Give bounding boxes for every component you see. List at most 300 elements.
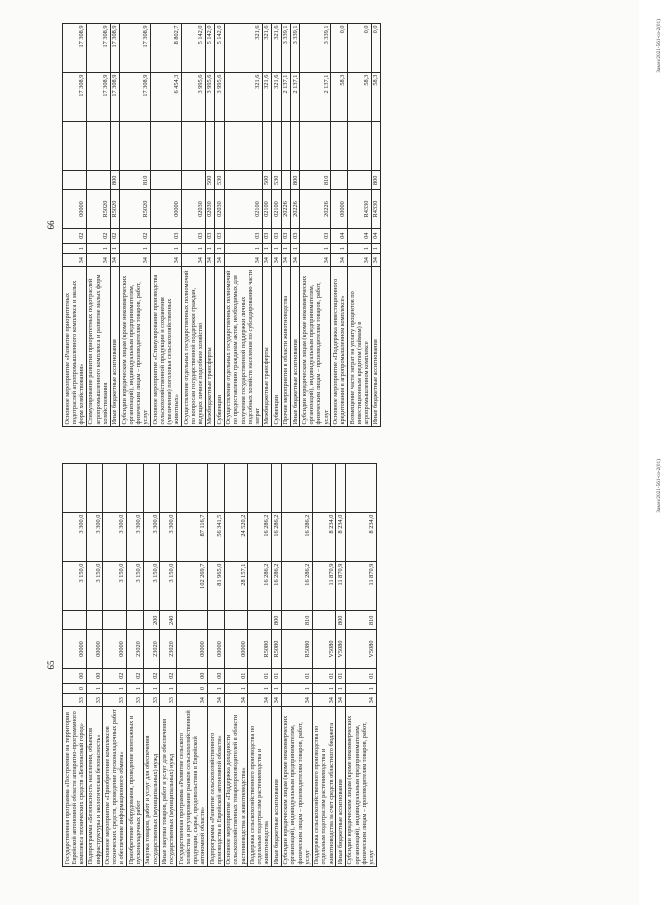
amount-col-3: 5 142,0 [181, 24, 205, 73]
code-measure: 03 [272, 228, 281, 243]
amount-col-1: 16 286,2 [281, 562, 312, 611]
amount-col-3 [272, 464, 281, 513]
code-direction: 20226 [290, 190, 299, 228]
amount-col-2: 16 286,2 [281, 513, 312, 562]
amount-col-3 [176, 464, 207, 513]
document-stamp: Закон/2021-561-оз-2(01) [657, 19, 662, 73]
code-subprogram: 1 [207, 683, 224, 694]
amount-col-3: 3 339,1 [300, 24, 331, 73]
code-direction: R4330 [347, 190, 371, 228]
code-measure: 04 [347, 228, 371, 243]
code-direction: 02100 [262, 190, 271, 228]
code-measure: 00 [86, 668, 103, 683]
code-subprogram: 1 [290, 243, 299, 254]
amount-col-2: 2 137,1 [290, 73, 299, 122]
code-measure: 03 [281, 228, 290, 243]
row-name: Иные бюджетные ассигнования [336, 707, 345, 867]
row-name: Возмещение части затрат на уплату процентов по инвестиционным кредитам (займам) в агропромышленном комплексе [347, 267, 371, 427]
row-name: Основное мероприятие «Поддержка доходности сельскохозяйственных товаропроизводителей в области растениеводства и животноводства» [224, 707, 248, 867]
amount-col-3 [281, 464, 312, 513]
code-subprogram: 1 [336, 683, 345, 694]
row-name: Субвенции [272, 267, 281, 427]
amount-col-3: 321,6 [272, 24, 281, 73]
amount-col-3: 17 308,9 [63, 24, 87, 73]
code-direction: R5080 [281, 630, 312, 668]
amount-col-3: 3 339,1 [281, 24, 290, 73]
code-subprogram: 1 [331, 243, 348, 254]
code-measure: 04 [331, 228, 348, 243]
code-program: 33 [103, 694, 127, 707]
row-name: Иные бюджетные ассигнования [110, 267, 119, 427]
amount-col-3: 17 308,9 [86, 24, 110, 73]
code-expense-type [63, 611, 87, 630]
amount-col-3 [127, 464, 144, 513]
code-program: 34 [181, 254, 205, 267]
table-row [336, 464, 345, 867]
code-measure: 02 [127, 668, 144, 683]
table-row [181, 24, 205, 427]
code-subprogram: 1 [86, 243, 110, 254]
code-expense-type [150, 171, 181, 190]
amount-col-2: 3 300,0 [127, 513, 144, 562]
code-expense-type [86, 611, 103, 630]
code-expense-type: 800 [110, 171, 119, 190]
amount-col-1: 102 269,7 [176, 562, 207, 611]
code-measure: 01 [345, 668, 376, 683]
code-program: 34 [224, 694, 248, 707]
code-expense-type: 810 [345, 611, 376, 630]
table-row [262, 24, 271, 427]
code-measure: 01 [248, 668, 272, 683]
amount-col-1 [331, 122, 348, 171]
amount-col-2: 321,6 [272, 73, 281, 122]
amount-col-3 [207, 464, 224, 513]
row-name: Субсидии юридическим лицам (кроме некоммерческих организаций), индивидуальным предпринимателям, физическим лицам – производителям товаров, работ, услуг [119, 267, 150, 427]
code-program: 34 [150, 254, 181, 267]
table-row [143, 464, 160, 867]
code-expense-type [312, 611, 336, 630]
code-subprogram: 1 [160, 683, 177, 694]
code-direction: R4330 [371, 190, 380, 228]
amount-col-2: 87 116,7 [176, 513, 207, 562]
amount-col-3: 321,6 [262, 24, 271, 73]
row-name: Закупка товаров, работ и услуг для обеспечения государственных (муниципальных) нужд [143, 707, 160, 867]
code-expense-type [176, 611, 207, 630]
code-measure: 03 [300, 228, 331, 243]
code-measure: 00 [176, 668, 207, 683]
budget-table [62, 463, 377, 867]
code-direction: V5080 [345, 630, 376, 668]
amount-col-1: 16 286,2 [272, 562, 281, 611]
table-row [300, 24, 331, 427]
code-program: 34 [272, 694, 281, 707]
code-program: 34 [63, 254, 87, 267]
amount-col-3: 8 802,7 [150, 24, 181, 73]
row-name: Поддержка сельскохозяйственного производства по отдельным подотраслям растениеводства и животноводства за счет средств областного бюджета [312, 707, 336, 867]
amount-col-2: 3 300,0 [103, 513, 127, 562]
row-name: Основное мероприятие «Развитие приоритетных подотраслей агропромышленного комплекса и малых форм хозяйствования» [63, 267, 87, 427]
code-program: 34 [176, 694, 207, 707]
amount-col-3 [248, 464, 272, 513]
code-direction: 00000 [150, 190, 181, 228]
amount-col-2: 56 341,5 [207, 513, 224, 562]
code-expense-type: 800 [371, 171, 380, 190]
code-measure: 02 [63, 228, 87, 243]
code-program: 34 [86, 254, 110, 267]
code-measure: 02 [119, 228, 150, 243]
table-row [207, 464, 224, 867]
table-row [103, 464, 127, 867]
amount-col-1: 3 150,0 [103, 562, 127, 611]
table-row [371, 24, 380, 427]
amount-col-1: 3 150,0 [63, 562, 87, 611]
amount-col-2: 2 137,1 [300, 73, 331, 122]
code-expense-type [224, 171, 262, 190]
code-program: 34 [224, 254, 262, 267]
code-program: 34 [110, 254, 119, 267]
code-expense-type [281, 171, 290, 190]
document-stamp: Закон/2021-561-оз-2(01) [657, 459, 662, 513]
code-expense-type: 800 [272, 611, 281, 630]
code-measure: 00 [207, 668, 224, 683]
amount-col-2: 16 286,2 [272, 513, 281, 562]
code-subprogram: 1 [205, 243, 214, 254]
code-program: 34 [119, 254, 150, 267]
code-direction: 02030 [215, 190, 224, 228]
amount-col-1: 11 870,9 [312, 562, 336, 611]
code-direction: 00000 [63, 630, 87, 668]
code-measure: 01 [336, 668, 345, 683]
row-name: Основное мероприятие «Стимулирование производства сельскохозяйственной продукции и сохранения (увеличения) поголовья сельскохозяйственных животных» [150, 267, 181, 427]
amount-col-2: 2 137,1 [281, 73, 290, 122]
row-name: Подпрограмма «Развитие сельскохозяйственного производства в Еврейской автономной области» [207, 707, 224, 867]
amount-col-3 [143, 464, 160, 513]
code-expense-type [127, 611, 144, 630]
code-measure: 03 [215, 228, 224, 243]
page-66 [40, 15, 662, 435]
amount-col-1 [347, 122, 371, 171]
table-row [248, 464, 272, 867]
code-subprogram: 1 [347, 243, 371, 254]
amount-col-2: 3 995,6 [215, 73, 224, 122]
code-subprogram: 1 [224, 683, 248, 694]
code-expense-type [331, 171, 348, 190]
table-row [63, 464, 87, 867]
amount-col-1 [272, 122, 281, 171]
code-expense-type: 800 [336, 611, 345, 630]
table-row [345, 464, 376, 867]
code-subprogram: 1 [86, 683, 103, 694]
amount-col-1: 3 150,0 [160, 562, 177, 611]
code-measure: 04 [371, 228, 380, 243]
code-direction: 23020 [143, 630, 160, 668]
code-measure: 01 [281, 668, 312, 683]
table-row [176, 464, 207, 867]
amount-col-2: 321,6 [224, 73, 262, 122]
code-subprogram: 1 [127, 683, 144, 694]
amount-col-3: 17 308,9 [110, 24, 119, 73]
code-subprogram: 0 [63, 683, 87, 694]
code-program: 34 [300, 254, 331, 267]
code-direction: 00000 [224, 630, 248, 668]
amount-col-1: 3 150,0 [86, 562, 103, 611]
amount-col-2: 8 234,0 [345, 513, 376, 562]
table-row [224, 464, 248, 867]
code-program: 34 [262, 254, 271, 267]
code-program: 34 [371, 254, 380, 267]
code-direction: 02030 [181, 190, 205, 228]
code-direction: R5020 [86, 190, 110, 228]
code-expense-type: 530 [272, 171, 281, 190]
amount-col-2: 58,3 [371, 73, 380, 122]
row-name: Субсидии юридическим лицам (кроме некоммерческих организаций), индивидуальным предпринимателям, физическим лицам – производителям товаров, работ, услуг [345, 707, 376, 867]
code-program: 33 [86, 694, 103, 707]
table-row [127, 464, 144, 867]
amount-col-3 [336, 464, 345, 513]
amount-col-1 [290, 122, 299, 171]
amount-col-3 [86, 464, 103, 513]
code-program: 34 [312, 694, 336, 707]
code-program: 34 [281, 694, 312, 707]
code-direction: R5020 [110, 190, 119, 228]
code-direction: 00000 [103, 630, 127, 668]
amount-col-1: 16 286,2 [248, 562, 272, 611]
amount-col-3: 321,6 [224, 24, 262, 73]
code-measure: 02 [103, 668, 127, 683]
amount-col-2: 16 286,2 [248, 513, 272, 562]
row-name: Субсидии юридическим лицам (кроме некоммерческих организаций), индивидуальным предпринимателям, физическим лицам – производителям товаров, работ, услуг [300, 267, 331, 427]
amount-col-2: 17 308,9 [119, 73, 150, 122]
amount-col-2: 3 300,0 [143, 513, 160, 562]
code-direction: 23020 [160, 630, 177, 668]
code-program: 34 [345, 694, 376, 707]
code-measure: 03 [262, 228, 271, 243]
code-expense-type [86, 171, 110, 190]
amount-col-1 [86, 122, 110, 171]
amount-col-2: 3 995,6 [181, 73, 205, 122]
code-expense-type [224, 611, 248, 630]
code-subprogram: 1 [181, 243, 205, 254]
code-measure: 03 [290, 228, 299, 243]
amount-col-2: 3 300,0 [86, 513, 103, 562]
code-subprogram: 1 [215, 243, 224, 254]
amount-col-2: 17 308,9 [110, 73, 119, 122]
code-subprogram: 1 [150, 243, 181, 254]
code-expense-type [181, 171, 205, 190]
amount-col-1 [119, 122, 150, 171]
row-name: Государственная программа «Развитие сельского хозяйства и регулирование рынков сельскохозяйственной продукции, сырья, продовольствия в Еврейской автономной области» [176, 707, 207, 867]
page-65 [40, 455, 662, 875]
code-expense-type: 810 [281, 611, 312, 630]
code-direction: V5080 [312, 630, 336, 668]
code-direction: 20226 [281, 190, 290, 228]
amount-col-3: 17 308,9 [119, 24, 150, 73]
code-subprogram: 1 [345, 683, 376, 694]
amount-col-3: 3 339,1 [290, 24, 299, 73]
code-program: 34 [207, 694, 224, 707]
amount-col-3 [63, 464, 87, 513]
row-name: Иные бюджетные ассигнования [272, 707, 281, 867]
table-row [119, 24, 150, 427]
amount-col-2: 58,3 [331, 73, 348, 122]
amount-col-2: 17 308,9 [63, 73, 87, 122]
amount-col-1 [181, 122, 205, 171]
page-number: 65 [46, 660, 56, 670]
code-measure: 01 [224, 668, 248, 683]
code-direction: 23020 [127, 630, 144, 668]
code-direction: 02100 [224, 190, 262, 228]
table-row [63, 24, 87, 427]
row-name: Стимулирование развития приоритетных подотраслей агропромышленного комплекса и развитие малых форм хозяйствования [86, 267, 110, 427]
code-measure: 02 [86, 228, 110, 243]
code-measure: 03 [224, 228, 262, 243]
code-subprogram: 0 [176, 683, 207, 694]
code-direction: R5080 [272, 630, 281, 668]
table-row [347, 24, 371, 427]
table-row [272, 464, 281, 867]
code-direction: 00000 [63, 190, 87, 228]
amount-col-1 [110, 122, 119, 171]
amount-col-3 [224, 464, 248, 513]
table-row [110, 24, 119, 427]
row-name: Субсидии юридическим лицам (кроме некоммерческих организаций), индивидуальным предпринимателям, физическим лицам – производителям товаров, работ, услуг [281, 707, 312, 867]
code-expense-type: 500 [205, 171, 214, 190]
amount-col-2: 58,3 [347, 73, 371, 122]
code-subprogram: 1 [110, 243, 119, 254]
row-name: Основное мероприятие «Приобретение комплексов технических средств, проведение пусконаладочных работ и обеспечение информационного обмена» [103, 707, 127, 867]
table-row [86, 464, 103, 867]
code-program: 34 [281, 254, 290, 267]
code-subprogram: 1 [224, 243, 262, 254]
table-row [312, 464, 336, 867]
amount-col-3 [345, 464, 376, 513]
amount-col-3: 5 142,0 [205, 24, 214, 73]
code-measure: 00 [63, 668, 87, 683]
code-expense-type [63, 171, 87, 190]
code-measure: 01 [272, 668, 281, 683]
table-row [290, 24, 299, 427]
row-name: Субвенции [215, 267, 224, 427]
code-subprogram: 1 [272, 243, 281, 254]
code-direction: 00000 [331, 190, 348, 228]
code-program: 34 [215, 254, 224, 267]
code-program: 33 [127, 694, 144, 707]
amount-col-2: 6 454,3 [150, 73, 181, 122]
code-measure: 03 [205, 228, 214, 243]
amount-col-1 [262, 122, 271, 171]
table-row [281, 24, 290, 427]
code-expense-type [103, 611, 127, 630]
amount-col-1: 11 870,9 [336, 562, 345, 611]
amount-col-1: 81 965,0 [207, 562, 224, 611]
row-name: Осуществление отдельных государственных полномочий по предоставлению гражданам актов, необходимых для получения государственной поддержки личных подсобных хозяйств населения по субсидированию части затрат [224, 267, 262, 427]
code-direction: 02030 [205, 190, 214, 228]
code-subprogram: 1 [103, 683, 127, 694]
code-measure: 01 [312, 668, 336, 683]
row-name: Межбюджетные трансферты [205, 267, 214, 427]
row-name: Поддержка сельскохозяйственного производства по отдельным подотраслям растениеводства и животноводства [248, 707, 272, 867]
amount-col-3: 5 142,0 [215, 24, 224, 73]
amount-col-3: 0,0 [371, 24, 380, 73]
code-program: 33 [63, 694, 87, 707]
amount-col-1: 3 150,0 [143, 562, 160, 611]
code-program: 33 [143, 694, 160, 707]
code-measure: 02 [110, 228, 119, 243]
code-program: 34 [347, 254, 371, 267]
table-row [205, 24, 214, 427]
row-name: Приобретение оборудования, проведение монтажных и пусконаладочных работ [127, 707, 144, 867]
table-row [272, 24, 281, 427]
row-name: Иные бюджетные ассигнования [290, 267, 299, 427]
code-measure: 02 [160, 668, 177, 683]
row-name: Осуществление отдельных государственных полномочий по вопросам государственной поддержки граждан, ведущих личное подсобное хозяйство [181, 267, 205, 427]
code-program: 34 [331, 254, 348, 267]
code-subprogram: 1 [262, 243, 271, 254]
amount-col-1 [215, 122, 224, 171]
amount-col-2: 3 300,0 [160, 513, 177, 562]
amount-col-2: 8 234,0 [336, 513, 345, 562]
amount-col-3: 0,0 [347, 24, 371, 73]
row-name: Подпрограмма «Безопасность населения, объектов инфраструктуры и экологическая безопасность» [86, 707, 103, 867]
table-row [160, 464, 177, 867]
amount-col-2: 3 995,6 [205, 73, 214, 122]
amount-col-3: 0,0 [331, 24, 348, 73]
table-row [331, 24, 348, 427]
code-measure: 03 [181, 228, 205, 243]
code-expense-type: 530 [215, 171, 224, 190]
row-name: Межбюджетные трансферты [262, 267, 271, 427]
amount-col-1 [300, 122, 331, 171]
table-row [215, 24, 224, 427]
amount-col-2: 8 234,0 [312, 513, 336, 562]
code-subprogram: 1 [119, 243, 150, 254]
code-expense-type [207, 611, 224, 630]
code-direction: R5080 [248, 630, 272, 668]
amount-col-3 [103, 464, 127, 513]
amount-col-1 [150, 122, 181, 171]
code-expense-type: 500 [262, 171, 271, 190]
code-program: 34 [290, 254, 299, 267]
code-expense-type [347, 171, 371, 190]
code-direction: 20226 [300, 190, 331, 228]
table-row [86, 24, 110, 427]
code-subprogram: 1 [312, 683, 336, 694]
amount-col-2: 3 300,0 [63, 513, 87, 562]
code-direction: 00000 [86, 630, 103, 668]
row-name: Иные закупки товаров, работ и услуг для обеспечения государственных (муниципальных) нужд [160, 707, 177, 867]
code-subprogram: 1 [143, 683, 160, 694]
code-program: 33 [160, 694, 177, 707]
code-expense-type: 810 [300, 171, 331, 190]
code-subprogram: 1 [63, 243, 87, 254]
amount-col-2: 17 308,9 [86, 73, 110, 122]
code-direction: R5020 [119, 190, 150, 228]
code-direction: 00000 [207, 630, 224, 668]
code-measure: 02 [143, 668, 160, 683]
amount-col-1: 11 870,9 [345, 562, 376, 611]
amount-col-3 [312, 464, 336, 513]
amount-col-3 [160, 464, 177, 513]
code-direction: 00000 [176, 630, 207, 668]
amount-col-2: 24 520,2 [224, 513, 248, 562]
amount-col-1: 28 157,1 [224, 562, 248, 611]
table-row [281, 464, 312, 867]
amount-col-2: 321,6 [262, 73, 271, 122]
code-subprogram: 1 [281, 243, 290, 254]
code-expense-type: 800 [290, 171, 299, 190]
amount-col-1 [224, 122, 262, 171]
code-measure: 03 [150, 228, 181, 243]
